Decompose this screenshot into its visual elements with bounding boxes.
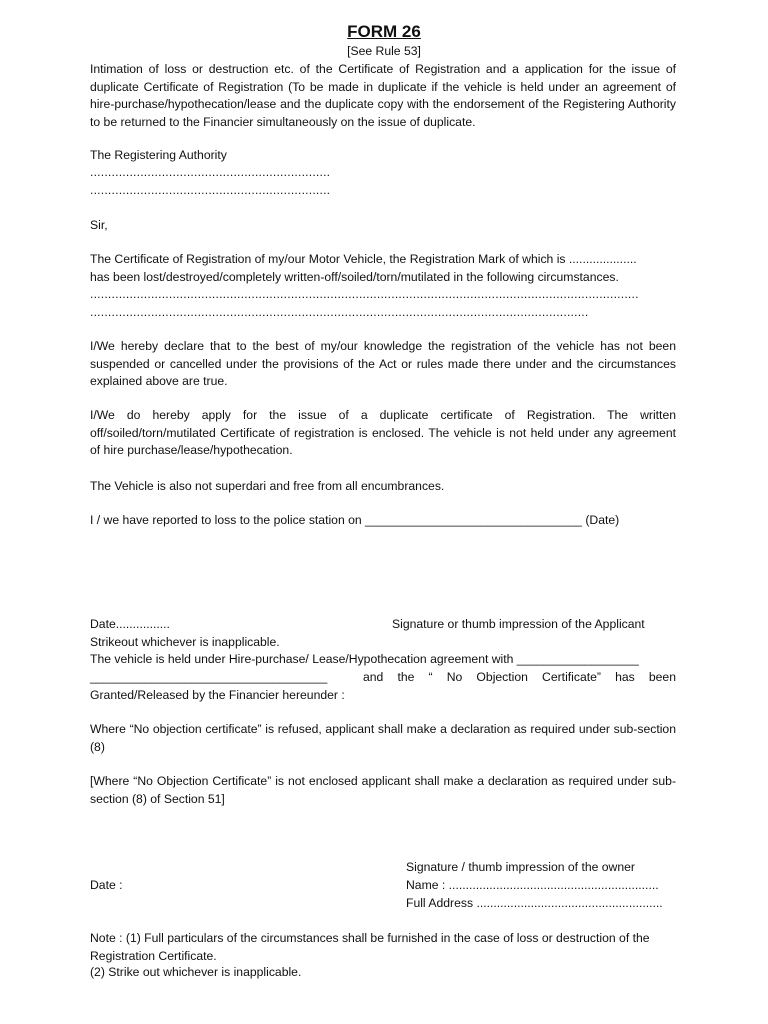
owner-date: Date : xyxy=(90,878,123,892)
intro-paragraph: Intimation of loss or destruction etc. of the Certificate of Registration and a application for the issue of duplicate Certificate of Registration (To be made in duplicate if the vehicle is held under an agreement of hire-purchase/hypothecation/lease and the duplicate copy with the endorsement of the Registering Authority to be returned to the Financier simultaneously on the issue of duplicate. xyxy=(90,62,676,129)
addressee-line-2: ................................................................... xyxy=(90,183,331,197)
rule-reference: [See Rule 53] xyxy=(347,44,421,58)
held-under-line-1: The vehicle is held under Hire-purchase/ Lease/Hypothecation agreement with __________________ xyxy=(90,652,639,666)
registration-line-1: The Certificate of Registration of my/our Motor Vehicle, the Registration Mark of which is .................... xyxy=(90,252,637,266)
noc-refused-paragraph: Where “No objection certificate” is refused, applicant shall make a declaration as required under sub-section (8) xyxy=(90,722,676,754)
form-title: FORM 26 xyxy=(347,22,421,41)
superdari-statement: The Vehicle is also not superdari and free from all encumbrances. xyxy=(90,479,445,493)
salutation: Sir, xyxy=(90,218,108,232)
police-report-line: I / we have reported to loss to the police station on ________________________________ (Date) xyxy=(90,513,620,527)
addressee: The Registering Authority xyxy=(90,148,227,162)
financier-blank: ___________________________________ xyxy=(90,670,328,684)
application-paragraph: I/We do hereby apply for the issue of a duplicate certificate of Registration. The written off/soiled/torn/mutilated Certificate of registration is enclosed. The vehicle is not held under any agreement of hire purchase/lease/hypothecation. xyxy=(90,408,676,458)
addressee-line-1: ................................................................... xyxy=(90,165,331,179)
noc-not-enclosed-paragraph: [Where “No Objection Certificate” is not enclosed applicant shall make a declaration as required under sub-section (8) of Section 51] xyxy=(90,774,676,806)
applicant-date: Date................ xyxy=(90,617,170,631)
declaration-paragraph: I/We hereby declare that to the best of my/our knowledge the registration of the vehicle has not been suspended or cancelled under the provisions of the Act or rules made there under and the circumstances explained above are true. xyxy=(90,339,676,389)
held-under-line-2 xyxy=(90,669,676,687)
noc-granted-text: and the “ No Objection Certificate” has been xyxy=(363,670,676,684)
circumstances-line-1: ......................................................................................................................................................... xyxy=(90,287,639,301)
note-1: Note : (1) Full particulars of the circumstances shall be furnished in the case of loss or destruction of the Registration Certificate. xyxy=(90,931,650,963)
owner-address: Full Address ....................................................... xyxy=(406,896,663,910)
owner-name: Name : .............................................................. xyxy=(406,878,659,892)
owner-signature: Signature / thumb impression of the owner xyxy=(406,860,635,874)
circumstances-line-2: ........................................................................................................................................... xyxy=(90,305,589,319)
note-2: (2) Strike out whichever is inapplicable. xyxy=(90,965,302,979)
applicant-signature: Signature or thumb impression of the Applicant xyxy=(392,617,645,631)
strikeout-note: Strikeout whichever is inapplicable. xyxy=(90,635,280,649)
held-under-line-3: Granted/Released by the Financier hereunder : xyxy=(90,688,345,702)
registration-line-2: has been lost/destroyed/completely written-off/soiled/torn/mutilated in the following circumstances. xyxy=(90,270,619,284)
